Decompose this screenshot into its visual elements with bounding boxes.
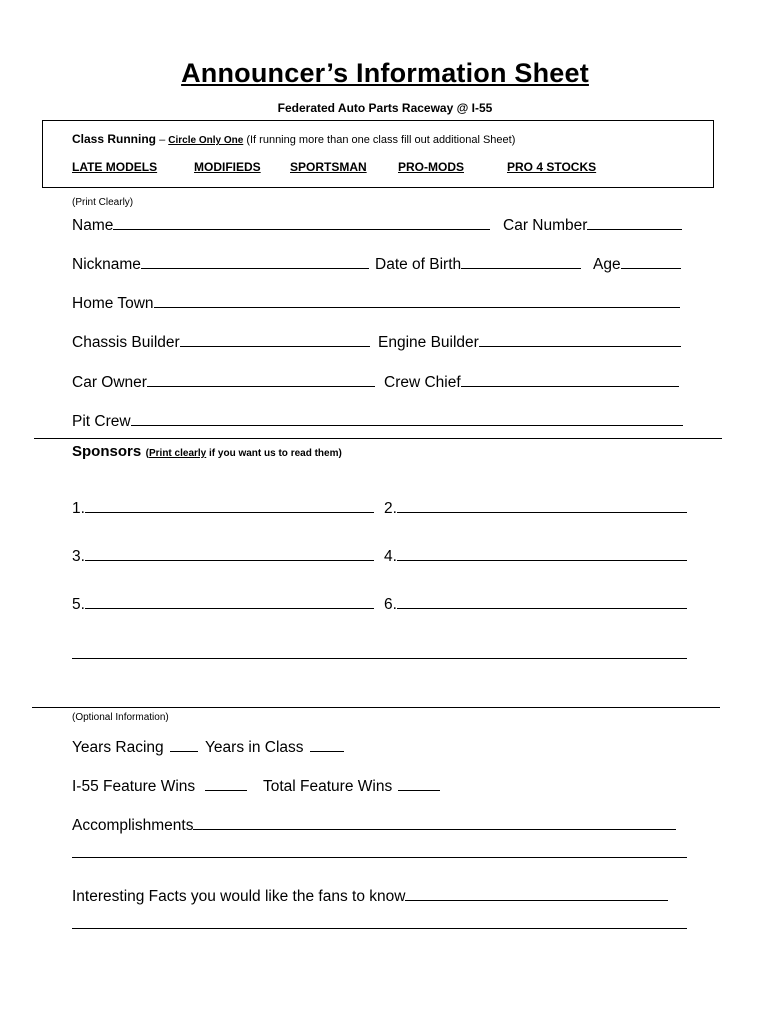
page-title: Announcer’s Information Sheet — [181, 58, 589, 88]
pit-crew-row — [72, 411, 683, 431]
class-running-dash: – — [156, 134, 169, 146]
sponsors-note-rest: if you want us to read them — [206, 448, 339, 459]
name-input-line[interactable] — [113, 215, 490, 230]
sponsor-3-row — [72, 546, 374, 566]
car-number-row — [503, 215, 682, 235]
nickname-input-line[interactable] — [141, 254, 369, 269]
sponsor-6-input-line[interactable] — [397, 594, 687, 609]
sponsor-4-number: 4. — [384, 548, 397, 565]
pit-crew-input-line[interactable] — [131, 411, 683, 426]
years-racing-row — [72, 737, 198, 757]
sponsor-3-input-line[interactable] — [85, 546, 374, 561]
class-option-modifieds[interactable]: MODIFIEDS — [194, 160, 261, 174]
class-option-pro-mods[interactable]: PRO-MODS — [398, 160, 464, 174]
home-town-label: Home Town — [72, 295, 154, 312]
interesting-facts-label: Interesting Facts you would like the fans to know — [72, 888, 406, 905]
sponsor-1-number: 1. — [72, 500, 85, 517]
accomplishments-input-line[interactable] — [193, 815, 676, 830]
sponsor-4-row — [384, 546, 687, 566]
accomplishments-row — [72, 815, 676, 835]
optional-information-note: (Optional Information) — [72, 712, 169, 723]
section-divider-top — [34, 438, 722, 439]
engine-builder-row — [378, 332, 681, 352]
home-town-input-line[interactable] — [154, 293, 680, 308]
sponsor-1-input-line[interactable] — [85, 498, 374, 513]
sponsors-note-open: ( — [145, 448, 149, 459]
age-input-line[interactable] — [621, 254, 681, 269]
sponsor-2-row — [384, 498, 687, 518]
accomplishments-label: Accomplishments — [72, 817, 194, 834]
print-clearly-note: (Print Clearly) — [72, 197, 134, 208]
sponsor-2-input-line[interactable] — [397, 498, 687, 513]
interesting-facts-input-line[interactable] — [405, 886, 668, 901]
chassis-builder-row — [72, 332, 370, 352]
class-option-sportsman[interactable]: SPORTSMAN — [290, 160, 367, 174]
years-in-class-label: Years in Class — [205, 739, 304, 756]
circle-only-one-note: Circle Only One — [168, 135, 244, 146]
crew-chief-input-line[interactable] — [461, 372, 679, 387]
car-number-input-line[interactable] — [587, 215, 682, 230]
total-feature-wins-row — [263, 776, 440, 796]
class-option-late-models[interactable]: LATE MODELS — [72, 160, 158, 174]
crew-chief-row — [384, 372, 679, 392]
date-of-birth-label: Date of Birth — [375, 256, 462, 273]
home-town-row — [72, 293, 680, 313]
additional-sheet-note: (If running more than one class fill out additional Sheet) — [243, 134, 516, 146]
car-owner-row — [72, 372, 375, 392]
class-running-box — [42, 120, 714, 188]
sponsor-6-number: 6. — [384, 596, 397, 613]
chassis-builder-input-line[interactable] — [180, 332, 370, 347]
sponsor-4-input-line[interactable] — [397, 546, 687, 561]
years-racing-label: Years Racing — [72, 739, 164, 756]
engine-builder-label: Engine Builder — [378, 334, 479, 351]
car-number-label: Car Number — [503, 217, 588, 234]
name-label: Name — [72, 217, 114, 234]
date-of-birth-input-line[interactable] — [461, 254, 581, 269]
feature-wins-input-line[interactable] — [205, 776, 247, 791]
page-subtitle: Federated Auto Parts Raceway @ I-55 — [277, 101, 493, 115]
nickname-row — [72, 254, 369, 274]
section-divider-bottom — [32, 707, 720, 708]
date-of-birth-row — [375, 254, 581, 274]
sponsor-2-number: 2. — [384, 500, 397, 517]
age-label: Age — [593, 256, 621, 273]
sponsor-1-row — [72, 498, 374, 518]
years-racing-input-line[interactable] — [170, 737, 198, 752]
engine-builder-input-line[interactable] — [479, 332, 681, 347]
car-owner-label: Car Owner — [72, 374, 147, 391]
sponsor-5-number: 5. — [72, 596, 85, 613]
feature-wins-row — [72, 776, 247, 796]
chassis-builder-label: Chassis Builder — [72, 334, 180, 351]
sponsor-3-number: 3. — [72, 548, 85, 565]
pit-crew-label: Pit Crew — [72, 413, 131, 430]
name-field-row — [72, 215, 490, 235]
feature-wins-label: I-55 Feature Wins — [72, 778, 196, 795]
interesting-facts-row — [72, 886, 668, 906]
years-in-class-input-line[interactable] — [310, 737, 344, 752]
sponsor-extra-line-1[interactable] — [72, 644, 687, 659]
sponsors-note-print-clearly: Print clearly — [148, 448, 207, 459]
class-running-label: Class Running — [72, 132, 157, 146]
sponsors-note-close: ) — [338, 448, 342, 459]
sponsor-extra-line-2[interactable] — [72, 693, 687, 708]
interesting-facts-extra-line[interactable] — [72, 914, 687, 929]
years-in-class-row — [205, 737, 344, 757]
car-owner-input-line[interactable] — [147, 372, 375, 387]
accomplishments-extra-line[interactable] — [72, 843, 687, 858]
sponsors-heading — [72, 443, 342, 461]
total-feature-wins-input-line[interactable] — [398, 776, 440, 791]
class-running-line — [72, 132, 515, 146]
total-feature-wins-label: Total Feature Wins — [263, 778, 393, 795]
age-row — [593, 254, 681, 274]
sponsor-5-input-line[interactable] — [85, 594, 374, 609]
sponsor-6-row — [384, 594, 687, 614]
crew-chief-label: Crew Chief — [384, 374, 461, 391]
sponsor-5-row — [72, 594, 374, 614]
nickname-label: Nickname — [72, 256, 141, 273]
sponsors-label: Sponsors — [72, 443, 142, 460]
sponsors-note — [146, 448, 342, 459]
class-option-pro-4-stocks[interactable]: PRO 4 STOCKS — [507, 160, 597, 174]
